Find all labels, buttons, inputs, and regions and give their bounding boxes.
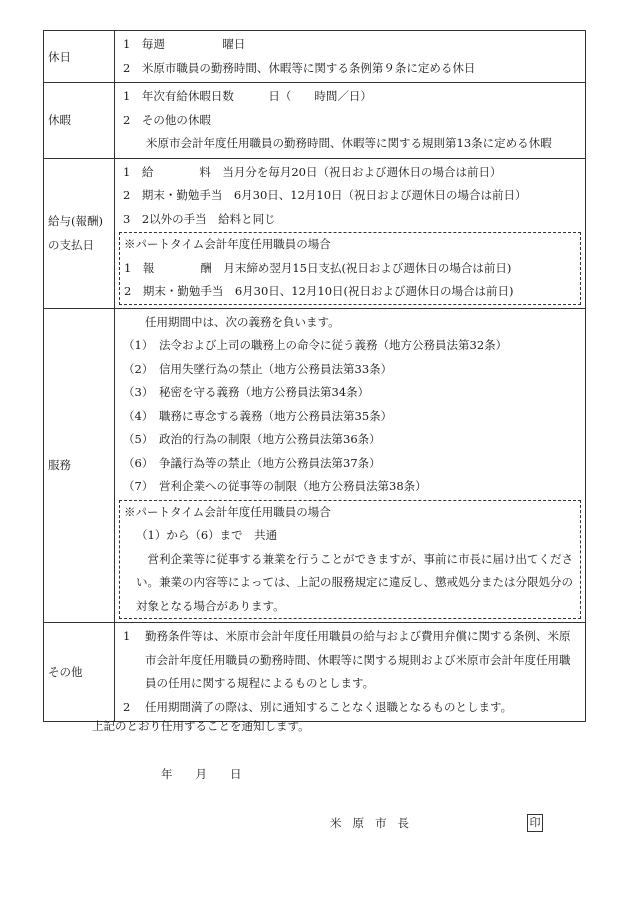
salary-parttime-heading: ※パートタイム会計年度任用職員の場合	[124, 237, 331, 251]
salary-label-line1: 給与(報酬)	[48, 214, 103, 228]
duty-item-text: 職務に専念する義務（地方公務員法第35条）	[159, 408, 393, 423]
holiday-item: 2 米原市職員の勤務時間、休暇等に関する条例第９条に定める休日	[123, 60, 476, 75]
holiday-label: 休日	[44, 31, 115, 83]
duty-item	[123, 405, 579, 429]
duty-parttime-scope: （1）から（6）まで 共通	[136, 528, 278, 542]
duty-item	[123, 475, 579, 499]
salary-label-line2: の支払日	[48, 238, 94, 252]
duty-item-number: （2）	[123, 361, 154, 376]
holiday-row	[44, 31, 586, 83]
date-day-label: 日	[230, 767, 242, 781]
salary-parttime-box	[119, 232, 581, 305]
duty-item-text: 法令および上司の職務上の命令に従う義務（地方公務員法第32条）	[159, 338, 508, 352]
duty-item-number: （6）	[123, 455, 154, 470]
other-content	[115, 623, 586, 722]
other-row	[44, 623, 586, 722]
leave-row	[44, 83, 586, 159]
other-item-number: 2	[123, 699, 131, 714]
duty-intro: 任用期間中は、次の義務を負います。	[145, 314, 340, 329]
leave-content	[115, 83, 586, 159]
salary-item: 1 給 料 当月分を毎月20日（祝日および週休日の場合は前日）	[123, 164, 502, 179]
duty-parttime-box	[119, 500, 581, 620]
date-year-label: 年	[161, 767, 173, 781]
duty-item	[123, 334, 579, 358]
leave-item: 1 年次有給休暇日数 日（ 時間／日）	[123, 89, 372, 103]
duty-item-text: 信用失墜行為の禁止（地方公務員法第33条）	[159, 361, 393, 376]
duty-item-text: 争議行為等の禁止（地方公務員法第37条）	[159, 455, 381, 470]
salary-item: 3 2以外の手当 給料と同じ	[123, 211, 276, 226]
appointment-notice: 上記のとおり任用することを通知します。	[92, 719, 310, 733]
leave-item: 2 その他の休暇	[123, 112, 211, 127]
other-item	[123, 696, 579, 720]
duty-item-text: 秘密を守る義務（地方公務員法第34条）	[159, 385, 370, 399]
salary-content	[115, 158, 586, 308]
other-item-text: 勤務条件等は、米原市会計年度任用職員の給与および費用弁償に関する条例、米原市会計年度任用職員の勤務時間、休暇等に関する規則および米原市会計年度任用職員の任用に関する規程によるものとします。	[145, 629, 571, 690]
duty-item	[123, 358, 579, 382]
salary-parttime-item: 2 期末・勤勉手当 6月30日、12月10日(祝日および週休日の場合は前日)	[124, 284, 514, 298]
duty-item-number: （5）	[123, 432, 154, 446]
mayor-signature: 米原市長	[330, 816, 420, 830]
duty-row	[44, 308, 586, 623]
duty-content	[115, 308, 586, 623]
employment-conditions-table	[43, 30, 586, 722]
holiday-item: 1 毎週 曜日	[123, 37, 246, 51]
other-item-text: 任用期間満了の際は、別に通知することなく退職となるものとします。	[145, 699, 513, 714]
leave-item: 米原市会計年度任用職員の勤務時間、休暇等に関する規則第13条に定める休暇	[123, 136, 552, 150]
seal-mark: 印	[527, 814, 543, 832]
duty-item	[123, 428, 579, 452]
other-label: その他	[44, 623, 115, 722]
duty-parttime-heading: ※パートタイム会計年度任用職員の場合	[124, 504, 331, 519]
salary-item: 2 期末・勤勉手当 6月30日、12月10日（祝日および週休日の場合は前日）	[123, 188, 527, 202]
date-month-label: 月	[195, 767, 207, 781]
duty-item-text: 営利企業への従事等の制限（地方公務員法第38条）	[159, 479, 427, 493]
salary-label	[44, 158, 115, 308]
duty-item-text: 政治的行為の制限（地方公務員法第36条）	[159, 432, 381, 446]
duty-item	[123, 452, 579, 476]
other-item-number: 1	[123, 629, 131, 643]
duty-item-number: （3）	[123, 385, 154, 399]
salary-parttime-item: 1 報 酬 月末締め翌月15日支払(祝日および週休日の場合は前日)	[124, 260, 512, 275]
duty-item	[123, 381, 579, 405]
duty-label: 服務	[44, 308, 115, 623]
holiday-content	[115, 31, 586, 83]
date-line	[161, 766, 265, 782]
other-item	[123, 625, 579, 696]
duty-parttime-paragraph: 営利企業等に従事する兼業を行うことができますが、事前に市長に届け出てください。兼業の内容等によっては、上記の服務規定に違反し、懲戒処分または分限処分の対象となる場合があります。	[136, 551, 573, 613]
duty-item-number: （4）	[123, 408, 154, 423]
salary-row	[44, 158, 586, 308]
leave-label: 休暇	[44, 83, 115, 159]
duty-item-number: （7）	[123, 479, 154, 493]
duty-item-number: （1）	[123, 338, 154, 352]
